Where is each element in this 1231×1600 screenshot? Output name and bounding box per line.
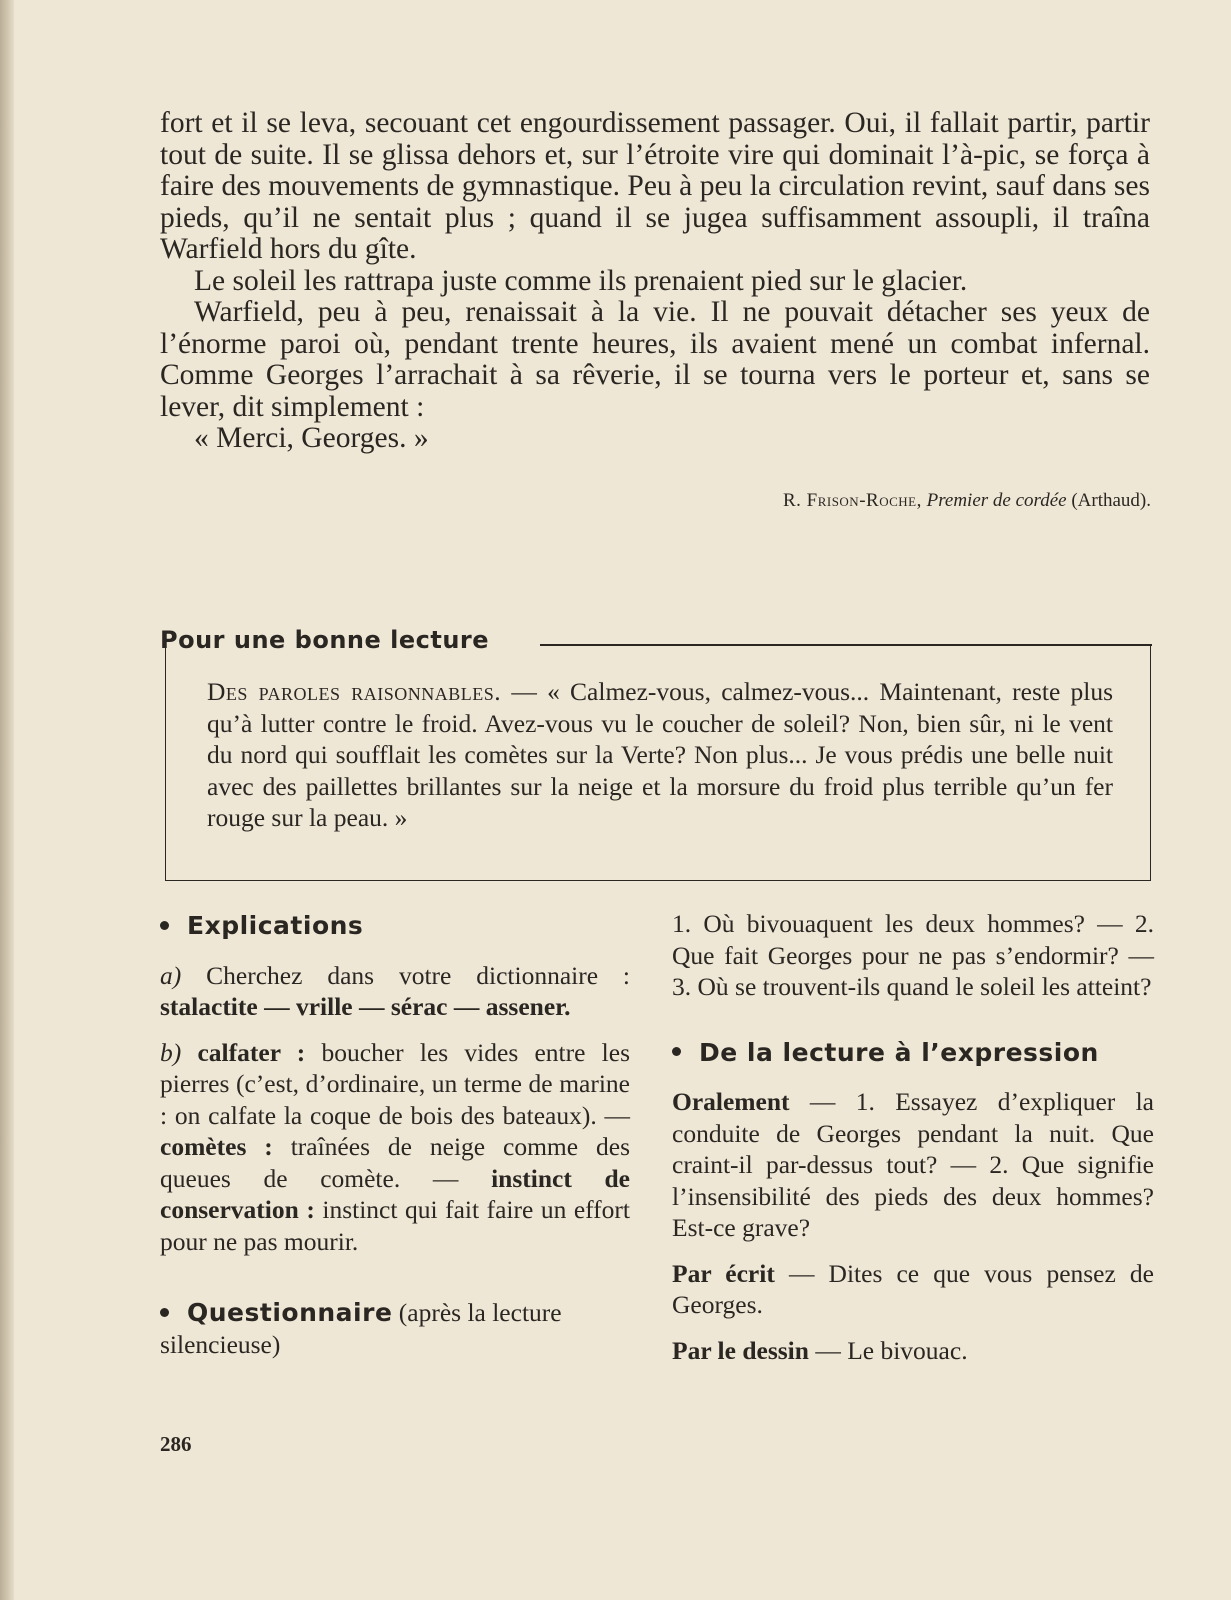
questions: 1. Où bivouaquent les deux hommes? — 2. Que fait Georges pour ne pas s’endormir? — 3. Où se trouvent-ils quand le soleil les atteint? <box>672 909 1154 1001</box>
questionnaire-note: (après la lecture silencieuse) <box>160 1298 562 1359</box>
bullet-icon <box>160 1308 169 1317</box>
page-edge <box>0 0 14 1600</box>
paragraph: Warfield, peu à peu, renaissait à la vie. Il ne pouvait détacher ses yeux de l’énorme paroi où, pendant trente heures, ils avaient mené un combat infernal. Comme Georges l’arrachait à sa rêverie, il se tourna vers le porteur et, sans se lever, dit simplement : <box>160 296 1150 423</box>
reading-heading: Pour une bonne lecture <box>160 626 490 654</box>
reading-quote: — « Calmez-vous, calmez-vous... Maintenant, reste plus qu’à lutter contre le froid. Avez-vous vu le coucher de soleil? Non, bien sûr, ni le vent du nord qui soufflait les comètes sur la Verte? Non plus... Je vous prédis une belle nuit avec des paillettes brillantes sur la neige et la morsure du froid plus terrible qu’un fer rouge sur la peau. » <box>207 677 1113 832</box>
reading-lead: Des paroles raisonnables. <box>207 677 502 706</box>
author: R. Frison-Roche, <box>782 490 922 511</box>
written-exercise: Par écrit — Dites ce que vous pensez de Georges. <box>672 1258 1154 1319</box>
oral-exercise: Oralement — 1. Essayez d’expliquer la conduite de Georges pendant la nuit. Que craint-il par-dessus tout? — 2. Que signifie l’insensibilité des pieds des deux hommes? Est-ce grave? <box>672 1087 1155 1242</box>
paragraph: Le soleil les rattrapa juste comme ils prenaient pied sur le glacier. <box>194 264 968 297</box>
left-column <box>160 910 630 1360</box>
book-title: Premier de cordée <box>926 490 1067 511</box>
bullet-icon <box>160 921 169 930</box>
paragraph: fort et il se leva, secouant cet engourdissement passager. Oui, il fallait partir, partir tout de suite. Il se glissa dehors et, sur l’étroite vire qui dominait l’à-pic, se força à faire des mouvements de gymnastique. Peu à peu la circulation revint, sauf dans ses pieds, qu’il ne sentait plus ; quand il se jugea suffisamment assoupli, il traîna Warfield hors du gîte. <box>160 107 1150 265</box>
story-text <box>160 108 1150 455</box>
paragraph: « Merci, Georges. » <box>194 422 429 454</box>
attribution <box>783 490 1151 512</box>
bullet-icon <box>672 1047 681 1056</box>
publisher: (Arthaud). <box>1071 490 1151 511</box>
right-column <box>672 908 1154 1366</box>
drawing-exercise: Par le dessin — Le bivouac. <box>672 1335 968 1365</box>
explication-b: b) calfater : boucher les vides entre les pierres (c’est, d’ordinaire, un terme de marine : on calfate la coque de bois des bateaux). — comètes : traînées de neige comme des queues de comète. — instinct de conservation : instinct qui fait faire un effort pour ne pas mourir. <box>160 1037 631 1256</box>
reading-text <box>207 676 1113 834</box>
expression-heading: De la lecture à l’expression <box>672 1037 1154 1069</box>
explications-heading: Explications <box>160 910 630 942</box>
questionnaire-heading: Questionnaire (après la lecture silencieuse) <box>160 1298 562 1359</box>
page-number: 286 <box>160 1432 192 1456</box>
explication-a: a) Cherchez dans votre dictionnaire : stalactite — vrille — sérac — assener. <box>160 960 631 1021</box>
